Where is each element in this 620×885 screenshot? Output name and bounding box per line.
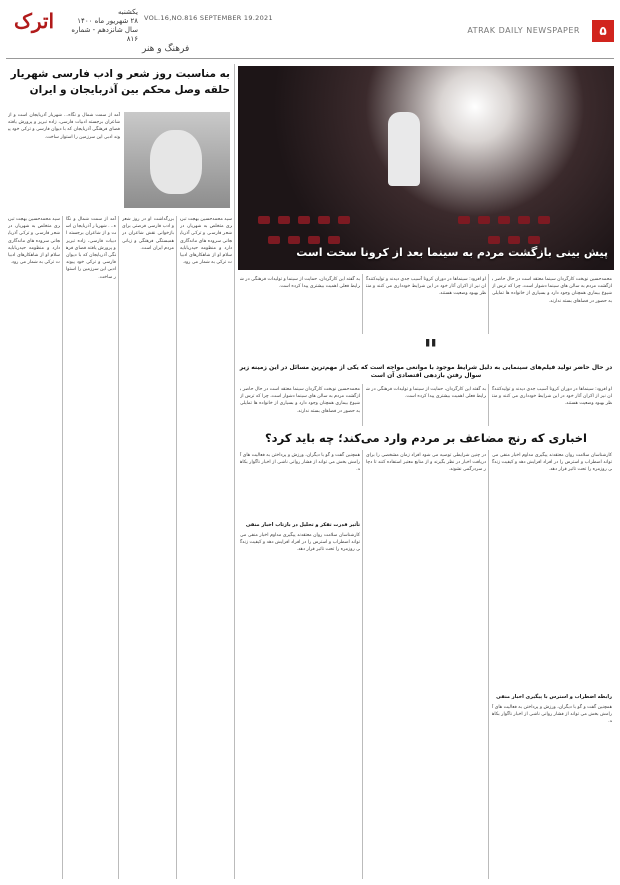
cinema-seat [258, 216, 270, 224]
volume-line: VOL.16,NO.816 SEPTEMBER 19.2021 [144, 14, 273, 22]
cinema-seat [338, 216, 350, 224]
news-column-3: همچنین گفت و گو با دیگران، ورزش و پرداختن به فعالیت های آرامش بخش می تواند از فشار روانی ناشی از اخبار ناگوار بکاهد. [240, 453, 360, 473]
poetry-intro: آمد از سمت شمال و نگاه... شهریار آذربایجان است و از شاعران برجسته ادبیات فارسی، زاده تبریز و پرورش یافته فضای فرهنگی آذربایجان که با دیوان فارسی و ترکی خود پیوند ادبی این سرزمین را استوار ساخت. [8, 113, 120, 140]
cinema-column-6: محمدحسین نوبخت کارگردان سینما معتقد است در حال حاضر بازگشت مردم به سالن های سینما دشوار است، چرا که ترس از شیوع بیماری همچنان وجود دارد و بسیاری از خانواده ها تمایلی به حضور در فضاهای بسته ندارند. [240, 387, 360, 414]
header-divider [6, 58, 614, 59]
news-headline: اخباری که رنج مضاعف بر مردم وارد می‌کند؛ چه باید کرد؟ [265, 431, 587, 445]
paper-name: ATRAK DAILY NEWSPAPER [467, 26, 580, 35]
news-column-1: کارشناسان سلامت روان معتقدند پیگیری مداوم اخبار منفی می تواند اضطراب و استرس را در افراد افزایش دهد و کیفیت زندگی روزمره را تحت تاثیر قرار دهد. [492, 453, 612, 473]
cinema-seat [458, 216, 470, 224]
news-subheading-1: تأثیر قدرت تفکر و تحلیل در بازتاب اخبار منفی [245, 522, 360, 528]
cinema-seat [518, 216, 530, 224]
cinema-seat [298, 216, 310, 224]
newspaper-logo: اترک [13, 9, 55, 33]
disinfection-worker [388, 112, 420, 186]
cinema-seat [498, 216, 510, 224]
cinema-photo [238, 66, 614, 270]
cinema-column-5: به گفته این کارگردان، حمایت از سینما و تولیدات فرهنگی در شرایط فعلی اهمیت بیشتری پیدا کرده است. [366, 387, 486, 400]
column-divider [488, 274, 489, 334]
cinema-seat [308, 236, 320, 244]
cinema-column-1: محمدحسین نوبخت کارگردان سینما معتقد است در حال حاضر بازگشت مردم به سالن های سینما دشوار است، چرا که ترس از شیوع بیماری همچنان وجود دارد و بسیاری از خانواده ها تمایلی به حضور در فضاهای بسته ندارند. [492, 277, 612, 304]
column-divider [118, 216, 119, 879]
column-divider [488, 450, 489, 879]
cinema-seat [528, 236, 540, 244]
cinema-pull-quote [238, 333, 614, 380]
column-divider [234, 64, 235, 879]
poetry-headline: به مناسبت روز شعر و ادب فارسی شهریار حلقه وصل محکم بین آذربایجان و ایران [10, 68, 230, 96]
poetry-column-4: سید محمدحسین بهجت تبریزی متخلص به شهریار، در شعر فارسی و ترکی آذربایجانی سروده های ماندگاری دارد و منظومه حیدربابایه سلام او از شاهکارهای ادبیات ترکی به شمار می رود. [8, 217, 60, 266]
news-column-3b: کارشناسان سلامت روان معتقدند پیگیری مداوم اخبار منفی می تواند اضطراب و استرس را در افراد افزایش دهد و کیفیت زندگی روزمره را تحت تاثیر قرار دهد. [240, 533, 360, 553]
cinema-seat [508, 236, 520, 244]
column-divider [488, 384, 489, 426]
cinema-column-3: به گفته این کارگردان، حمایت از سینما و تولیدات فرهنگی در شرایط فعلی اهمیت بیشتری پیدا کرده است. [240, 277, 360, 290]
news-column-2: در چنین شرایطی توصیه می شود افراد زمان مشخصی را برای دریافت اخبار در نظر بگیرند و از منابع معتبر استفاده کنند تا دچار سردرگمی نشوند. [366, 453, 486, 473]
poetry-column-3: آمد از سمت شمال و نگاه... شهریار آذربایجان است و از شاعران برجسته ادبیات فارسی، زاده تبریز و پرورش یافته فضای فرهنگی آذربایجان که با دیوان فارسی و ترکی خود پیوند ادبی این سرزمین را استوار ساخت. [66, 217, 116, 280]
date: ۲۸ شهریور ماه ۱۴۰۰ [77, 17, 138, 25]
column-divider [362, 274, 363, 334]
news-subheading-2: رابطه اضطراب و استرس با پیگیری اخبار منفی [496, 694, 612, 700]
page-number: ۵ [592, 20, 614, 42]
cinema-seat [318, 216, 330, 224]
issue-number: سال شانزدهم - شماره ۸۱۶ [71, 26, 138, 43]
issue-date [66, 8, 138, 44]
cinema-seat [328, 236, 340, 244]
poet-portrait [124, 112, 230, 208]
cinema-seat [268, 236, 280, 244]
cinema-column-2: او افزود: سینماها در دوران کرونا آسیب جدی دیدند و تولیدکنندگان نیز از اکران آثار خود در این شرایط خودداری می کنند و منتظر بهبود وضعیت هستند. [366, 277, 486, 297]
poetry-column-2: بزرگداشت او در روز شعر و ادب فارسی فرصتی برای بازخوانی نقش شاعران در همبستگی فرهنگی و زبانی مردم ایران است. [122, 217, 174, 251]
poetry-column-1: سید محمدحسین بهجت تبریزی متخلص به شهریار، در شعر فارسی و ترکی آذربایجانی سروده های ماندگاری دارد و منظومه حیدربابایه سلام او از شاهکارهای ادبیات ترکی به شمار می رود. [180, 217, 232, 266]
quote-mark-icon: " [423, 333, 438, 366]
cinema-seat [488, 236, 500, 244]
cinema-seat [538, 216, 550, 224]
news-column-1b: همچنین گفت و گو با دیگران، ورزش و پرداختن به فعالیت های آرامش بخش می تواند از فشار روانی ناشی از اخبار ناگوار بکاهد. [492, 705, 612, 725]
column-divider [176, 216, 177, 879]
cinema-seat [478, 216, 490, 224]
cinema-headline: پیش بینی بازگشت مردم به سینما بعد از کرونا سخت است [296, 246, 608, 259]
cinema-column-4: او افزود: سینماها در دوران کرونا آسیب جدی دیدند و تولیدکنندگان نیز از اکران آثار خود در این شرایط خودداری می کنند و منتظر بهبود وضعیت هستند. [492, 387, 612, 407]
cinema-seat [288, 236, 300, 244]
column-divider [362, 384, 363, 426]
column-divider [62, 216, 63, 879]
cinema-seat [278, 216, 290, 224]
poet-face [150, 130, 202, 194]
column-divider [362, 450, 363, 879]
weekday: یکشنبه [117, 8, 138, 16]
pull-quote-text: در حال حاضر تولید فیلم‌های سینمایی به دلیل شرایط موجود با موانعی مواجه است که یکی از مهم‌ترین مسائل در این زمینه زیر سوال رفتن بازدهی اقتصادی آن است [239, 364, 613, 379]
section-title: فرهنگ و هنر [142, 44, 190, 54]
